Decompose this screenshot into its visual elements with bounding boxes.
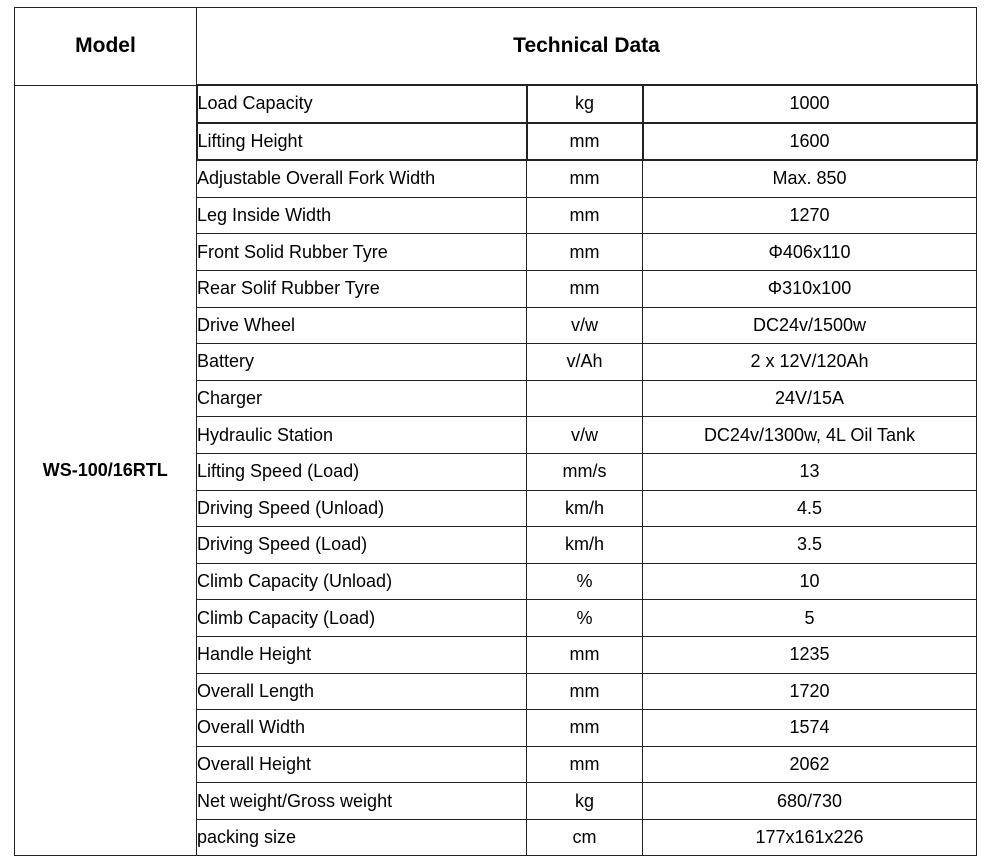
spec-value: 680/730: [643, 783, 977, 820]
spec-value: 1000: [643, 85, 977, 123]
spec-value: 24V/15A: [643, 380, 977, 417]
spec-unit: mm: [527, 710, 643, 747]
spec-label: Front Solid Rubber Tyre: [197, 234, 527, 271]
spec-label: Climb Capacity (Unload): [197, 563, 527, 600]
table-body: [15, 85, 977, 856]
spec-unit: mm: [527, 123, 643, 161]
spec-label: Overall Length: [197, 673, 527, 710]
spec-value: 2062: [643, 746, 977, 783]
model-name-cell: WS-100/16RTL: [15, 85, 197, 856]
spec-value: 1270: [643, 197, 977, 234]
spec-unit: kg: [527, 85, 643, 123]
spec-unit: km/h: [527, 527, 643, 564]
spec-label: Charger: [197, 380, 527, 417]
spec-label: Lifting Speed (Load): [197, 453, 527, 490]
spec-label: Adjustable Overall Fork Width: [197, 160, 527, 197]
technical-data-header: Technical Data: [197, 8, 977, 86]
spec-unit: %: [527, 563, 643, 600]
spec-unit: mm: [527, 160, 643, 197]
spec-label: Net weight/Gross weight: [197, 783, 527, 820]
spec-value: 13: [643, 453, 977, 490]
spec-label: Climb Capacity (Load): [197, 600, 527, 637]
spec-value: 10: [643, 563, 977, 600]
spec-value: Φ310x100: [643, 270, 977, 307]
table-row: [15, 85, 977, 123]
spec-label: Hydraulic Station: [197, 417, 527, 454]
spec-label: Rear Solif Rubber Tyre: [197, 270, 527, 307]
spec-value: Max. 850: [643, 160, 977, 197]
spec-unit: kg: [527, 783, 643, 820]
spec-unit: mm: [527, 197, 643, 234]
spec-value: 177x161x226: [643, 819, 977, 856]
spec-unit: cm: [527, 819, 643, 856]
spec-unit: mm: [527, 270, 643, 307]
spec-label: Driving Speed (Unload): [197, 490, 527, 527]
spec-label: Driving Speed (Load): [197, 527, 527, 564]
model-header: Model: [15, 8, 197, 86]
spec-value: Φ406x110: [643, 234, 977, 271]
spec-label: Drive Wheel: [197, 307, 527, 344]
spec-unit: v/w: [527, 417, 643, 454]
spec-unit: v/Ah: [527, 344, 643, 381]
spec-unit: mm/s: [527, 453, 643, 490]
table-header-row: [15, 8, 977, 86]
spec-unit: v/w: [527, 307, 643, 344]
spec-value: 1235: [643, 636, 977, 673]
spec-label: Leg Inside Width: [197, 197, 527, 234]
spec-label: Overall Height: [197, 746, 527, 783]
spec-label: packing size: [197, 819, 527, 856]
spec-unit: km/h: [527, 490, 643, 527]
spec-value: 2 x 12V/120Ah: [643, 344, 977, 381]
spec-value: 1574: [643, 710, 977, 747]
spec-unit: [527, 380, 643, 417]
spec-value: DC24v/1300w, 4L Oil Tank: [643, 417, 977, 454]
spec-unit: mm: [527, 746, 643, 783]
spec-label: Overall Width: [197, 710, 527, 747]
spec-unit: mm: [527, 234, 643, 271]
spec-value: 4.5: [643, 490, 977, 527]
spec-value: 1720: [643, 673, 977, 710]
spec-value: 3.5: [643, 527, 977, 564]
spec-value: DC24v/1500w: [643, 307, 977, 344]
spec-label: Handle Height: [197, 636, 527, 673]
spec-label: Lifting Height: [197, 123, 527, 161]
spec-unit: mm: [527, 636, 643, 673]
technical-data-table: [14, 7, 978, 856]
spec-unit: %: [527, 600, 643, 637]
spec-label: Battery: [197, 344, 527, 381]
spec-value: 5: [643, 600, 977, 637]
spec-unit: mm: [527, 673, 643, 710]
spec-value: 1600: [643, 123, 977, 161]
spec-label: Load Capacity: [197, 85, 527, 123]
